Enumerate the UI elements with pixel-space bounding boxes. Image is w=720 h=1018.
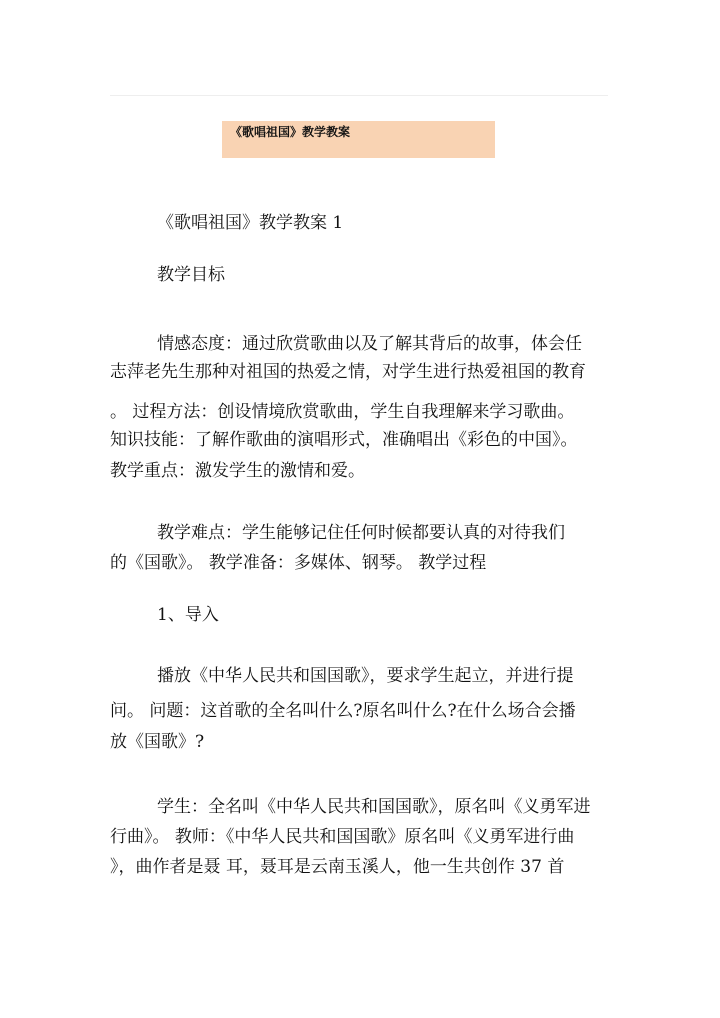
- paragraph-line: 播放《中华人民共和国国歌》，要求学生起立，并进行提: [157, 666, 574, 686]
- paragraph-line: 。 过程方法：创设情境欣赏歌曲，学生自我理解来学习歌曲。: [110, 402, 575, 422]
- section-heading-intro: 1、导入: [157, 605, 219, 625]
- paragraph-line: 行曲》。 教师：《中华人民共和国国歌》原名叫《义勇军进行曲: [110, 827, 575, 847]
- paragraph-line: 》，曲作者是聂 耳，聂耳是云南玉溪人，他一生共创作 37 首: [110, 857, 565, 877]
- paragraph-line: 放《国歌》?: [110, 732, 205, 752]
- paragraph-line: 志萍老先生那种对祖国的热爱之情，对学生进行热爱祖国的教育: [110, 362, 586, 382]
- paragraph-line: 的《国歌》。 教学准备：多媒体、钢琴。 教学过程: [110, 553, 487, 573]
- section-heading-goals: 教学目标: [157, 265, 225, 285]
- header-divider: [110, 95, 608, 96]
- banner-title: 《歌唱祖国》教学教案: [230, 125, 351, 139]
- paragraph-line: 问。 问题：这首歌的全名叫什么?原名叫什么?在什么场合会播: [110, 701, 576, 721]
- document-heading: 《歌唱祖国》教学教案 1: [157, 213, 344, 233]
- paragraph-line: 知识技能：了解作歌曲的演唱形式，准确唱出《彩色的中国》。: [110, 430, 578, 450]
- paragraph-line: 教学重点：激发学生的激情和爱。: [110, 461, 365, 481]
- paragraph-line: 教学难点：学生能够记住任何时候都要认真的对待我们: [157, 523, 565, 543]
- title-banner: [222, 121, 495, 158]
- paragraph-line: 学生：全名叫《中华人民共和国国歌》，原名叫《义勇军进: [157, 797, 591, 817]
- paragraph-line: 情感态度：通过欣赏歌曲以及了解其背后的故事，体会任: [157, 334, 582, 354]
